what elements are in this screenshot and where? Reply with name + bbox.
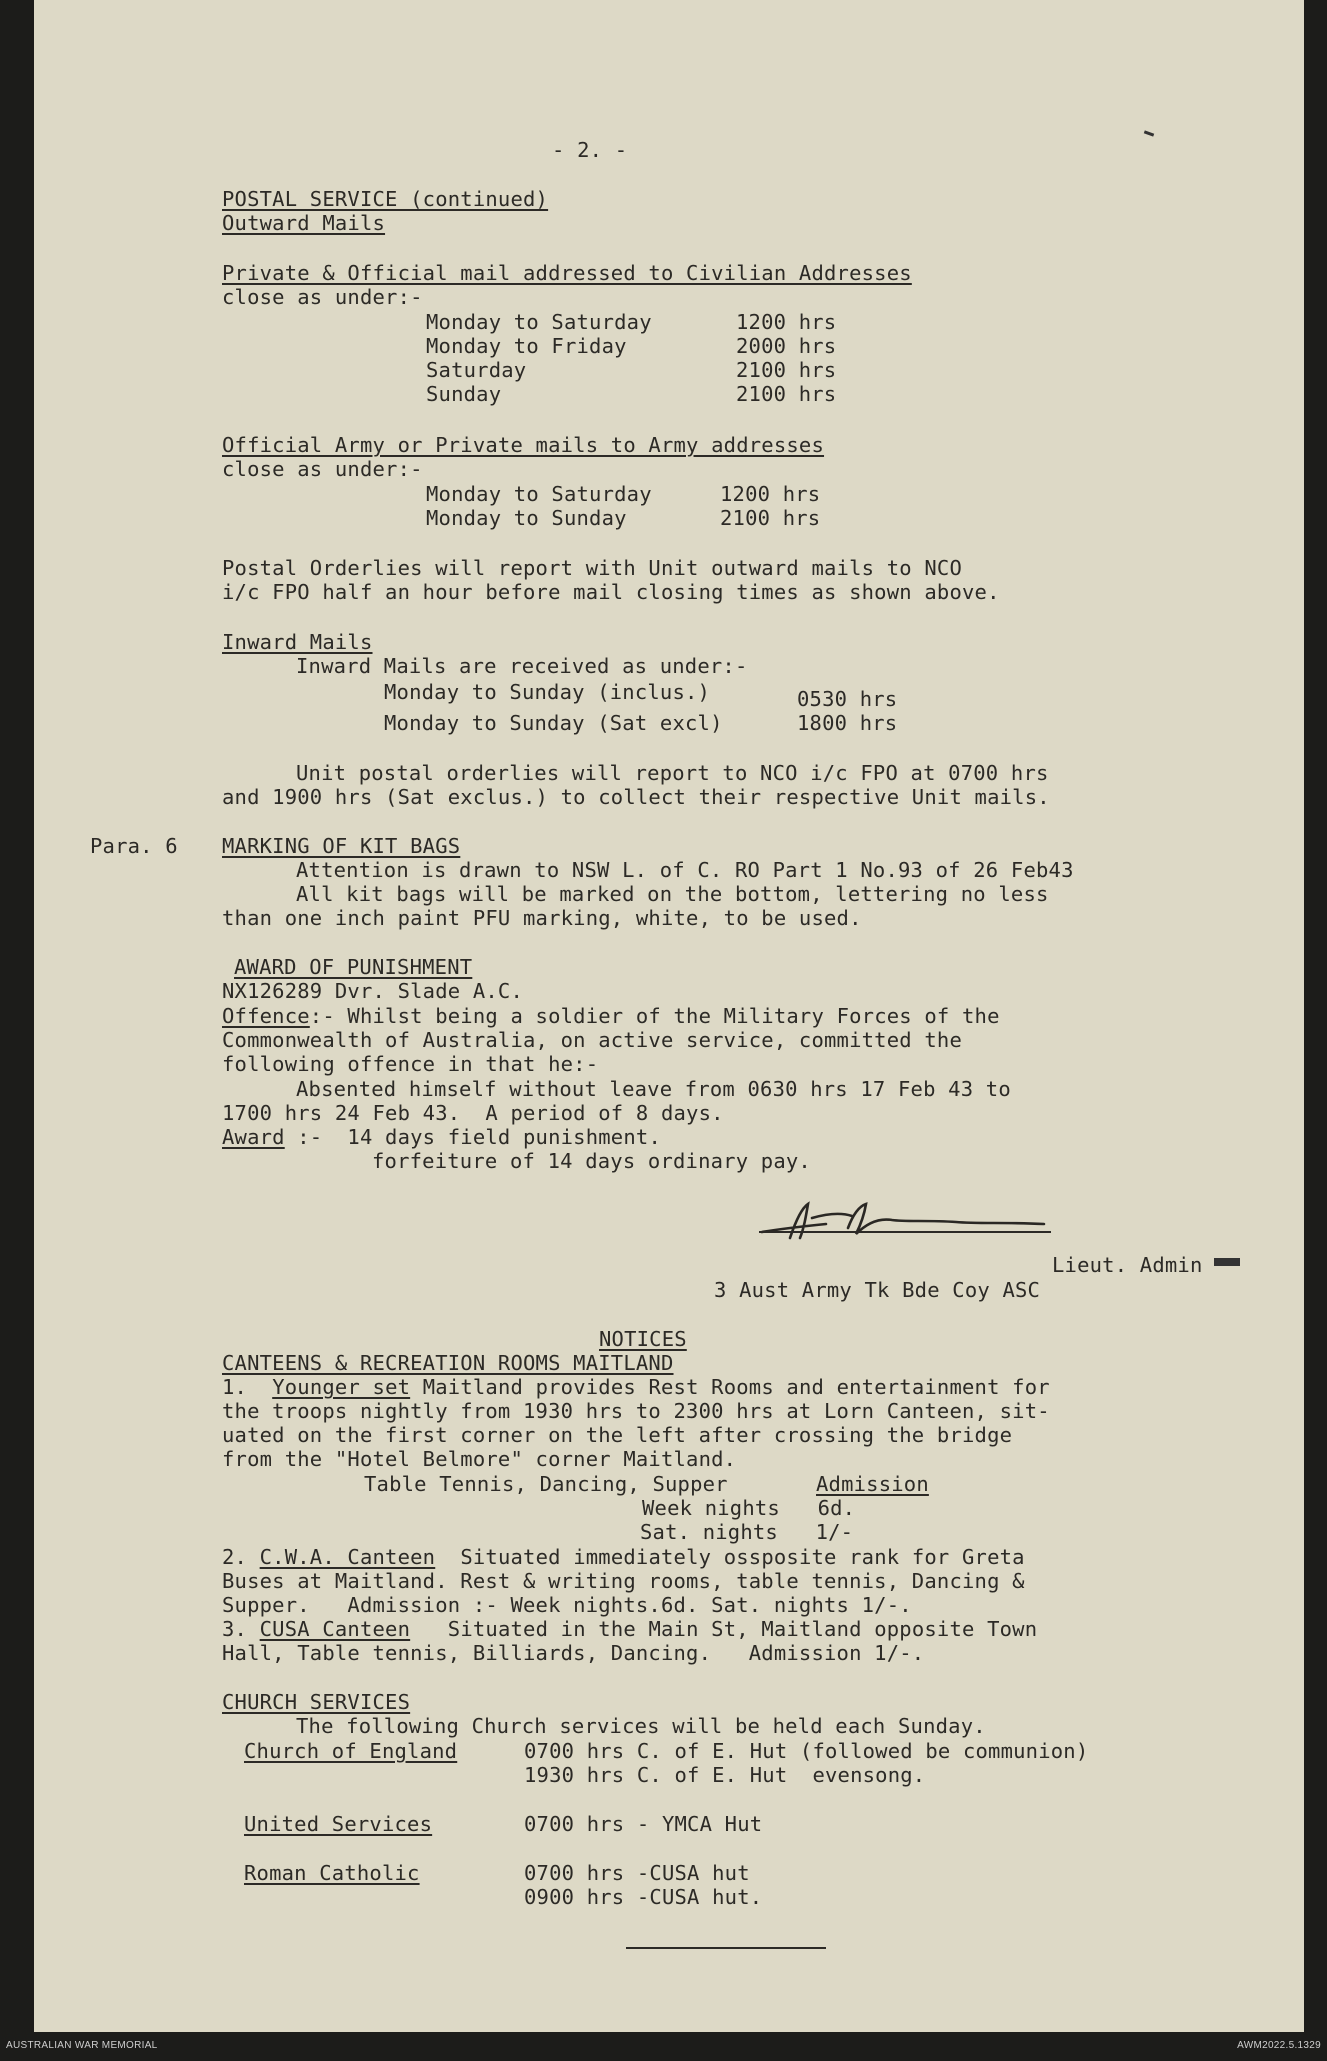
para-6-label: Para. 6 [90,834,178,858]
para-6-title: MARKING OF KIT BAGS [222,834,461,858]
offence-line-2: Commonwealth of Australia, on active service, committed the [222,1028,962,1052]
army-time-2: 2100 hrs [720,506,821,530]
notice-item-2-line-1 [222,1545,1025,1569]
punishment-title: AWARD OF PUNISHMENT [234,955,473,979]
absent-line-1: Absented himself without leave from 0630 hrs 17 Feb 43 to [296,1077,1011,1101]
united-services-line: 0700 hrs - YMCA Hut [524,1812,763,1836]
notice-item-2-number: 2. [222,1545,248,1569]
document-page [34,0,1304,2032]
army-heading: Official Army or Private mails to Army addresses [222,433,825,457]
notice-item-1-text: Maitland provides Rest Rooms and entertainment for [410,1375,1050,1399]
award-label: Award [222,1125,285,1149]
unit-orderlies-line-1: Unit postal orderlies will report to NCO i/c FPO at 0700 hrs [296,761,1049,785]
notice-item-3-name: CUSA Canteen [259,1617,411,1641]
civilian-heading: Private & Official mail addressed to Civilian Addresses [222,261,912,285]
church-title: CHURCH SERVICES [222,1690,411,1714]
edge-mark-right [1214,1258,1240,1266]
edge-mark-top [1144,130,1154,136]
inward-day-2: Monday to Sunday (Sat excl) [384,711,723,735]
notice-item-3-text: Situated in the Main St, Maitland opposite Town [410,1617,1038,1641]
offence-line-3: following offence in that he:- [222,1052,599,1076]
orderlies-line-2: i/c FPO half an hour before mail closing times as shown above. [222,580,1000,604]
award-text: :- 14 days field punishment. [284,1125,661,1149]
roman-catholic-line-1: 0700 hrs -CUSA hut [524,1861,750,1885]
notice-item-1-activities: Table Tennis, Dancing, Supper [364,1472,728,1496]
army-time-1: 1200 hrs [720,482,821,506]
closing-rule [626,1947,826,1949]
civilian-day-4: Sunday [426,382,502,406]
para-6-line-3: than one inch paint PFU marking, white, to be used. [222,906,862,930]
outward-mails-title: Outward Mails [222,211,386,235]
handwritten-signature [756,1198,1046,1242]
signature-unit: 3 Aust Army Tk Bde Coy ASC [714,1278,1041,1302]
notice-item-3-number: 3. [222,1617,248,1641]
church-of-england-line-2: 1930 hrs C. of E. Hut evensong. [524,1763,926,1787]
notice-item-1-line-4: from the "Hotel Belmore" corner Maitland. [222,1447,737,1471]
inward-mails-title: Inward Mails [222,630,373,654]
signature-rank: Lieut. Admin [1052,1253,1203,1277]
award-line-2: forfeiture of 14 days ordinary pay. [372,1149,811,1173]
sat-nights-price: Sat. nights 1/- [640,1520,854,1544]
inward-day-1: Monday to Sunday (inclus.) [384,680,711,704]
roman-catholic-label: Roman Catholic [244,1861,420,1885]
civilian-time-3: 2100 hrs [736,358,837,382]
inward-time-1: 0530 hrs [797,687,898,711]
civilian-close-label: close as under:- [222,285,423,309]
offence-label: Offence [222,1004,310,1028]
inward-intro: Inward Mails are received as under:- [296,654,748,678]
para-6-line-1: Attention is drawn to NSW L. of C. RO Part 1 No.93 of 26 Feb43 [296,858,1074,882]
admission-label: Admission [816,1472,929,1496]
notice-item-1-name: Younger set [272,1375,411,1399]
notice-item-3-line-2: Hall, Table tennis, Billiards, Dancing. Admission 1/-. [222,1641,925,1665]
notice-item-1-line-1 [222,1375,1050,1399]
award-line-1 [222,1125,661,1149]
civilian-day-2: Monday to Friday [426,334,627,358]
notice-item-2-text: Situated immediately ossposite rank for Greta [435,1545,1025,1569]
church-of-england-line-1: 0700 hrs C. of E. Hut (followed be communion) [524,1739,1089,1763]
unit-orderlies-line-2: and 1900 hrs (Sat exclus.) to collect their respective Unit mails. [222,785,1050,809]
notice-item-1-line-3: uated on the first corner on the left after crossing the bridge [222,1423,1013,1447]
signature-line [759,1231,1051,1233]
offence-line-1 [222,1004,1000,1028]
footer-left: AUSTRALIAN WAR MEMORIAL [6,2040,158,2051]
canteens-title: CANTEENS & RECREATION ROOMS MAITLAND [222,1351,674,1375]
page-number: - 2. - [552,138,628,162]
week-nights-price: Week nights 6d. [642,1496,856,1520]
postal-service-title: POSTAL SERVICE (continued) [222,187,549,211]
civilian-time-4: 2100 hrs [736,382,837,406]
civilian-day-1: Monday to Saturday [426,310,652,334]
united-services-label: United Services [244,1812,433,1836]
notice-item-2-line-2: Buses at Maitland. Rest & writing rooms, table tennis, Dancing & [222,1569,1025,1593]
orderlies-line-1: Postal Orderlies will report with Unit outward mails to NCO [222,556,962,580]
offence-text: :- Whilst being a soldier of the Military Forces of the [309,1004,1000,1028]
para-6-line-2: All kit bags will be marked on the bottom, lettering no less [296,882,1049,906]
army-close-label: close as under:- [222,457,423,481]
army-day-1: Monday to Saturday [426,482,652,506]
notice-item-2-line-3: Supper. Admission :- Week nights.6d. Sat. nights 1/-. [222,1593,912,1617]
church-of-england-label: Church of England [244,1739,458,1763]
notice-item-2-name: C.W.A. Canteen [259,1545,436,1569]
civilian-time-1: 1200 hrs [736,310,837,334]
notices-title: NOTICES [599,1327,687,1351]
roman-catholic-line-2: 0900 hrs -CUSA hut. [524,1885,763,1909]
punishment-soldier: NX126289 Dvr. Slade A.C. [222,979,524,1003]
civilian-day-3: Saturday [426,358,527,382]
absent-line-2: 1700 hrs 24 Feb 43. A period of 8 days. [222,1101,724,1125]
footer-right: AWM2022.5.1329 [1237,2040,1321,2051]
notice-item-1-number: 1. [222,1375,248,1399]
notice-item-3-line-1 [222,1617,1037,1641]
army-day-2: Monday to Sunday [426,506,627,530]
civilian-time-2: 2000 hrs [736,334,837,358]
church-intro: The following Church services will be held each Sunday. [296,1714,986,1738]
inward-time-2: 1800 hrs [797,711,898,735]
notice-item-1-line-2: the troops nightly from 1930 hrs to 2300 hrs at Lorn Canteen, sit- [222,1399,1050,1423]
